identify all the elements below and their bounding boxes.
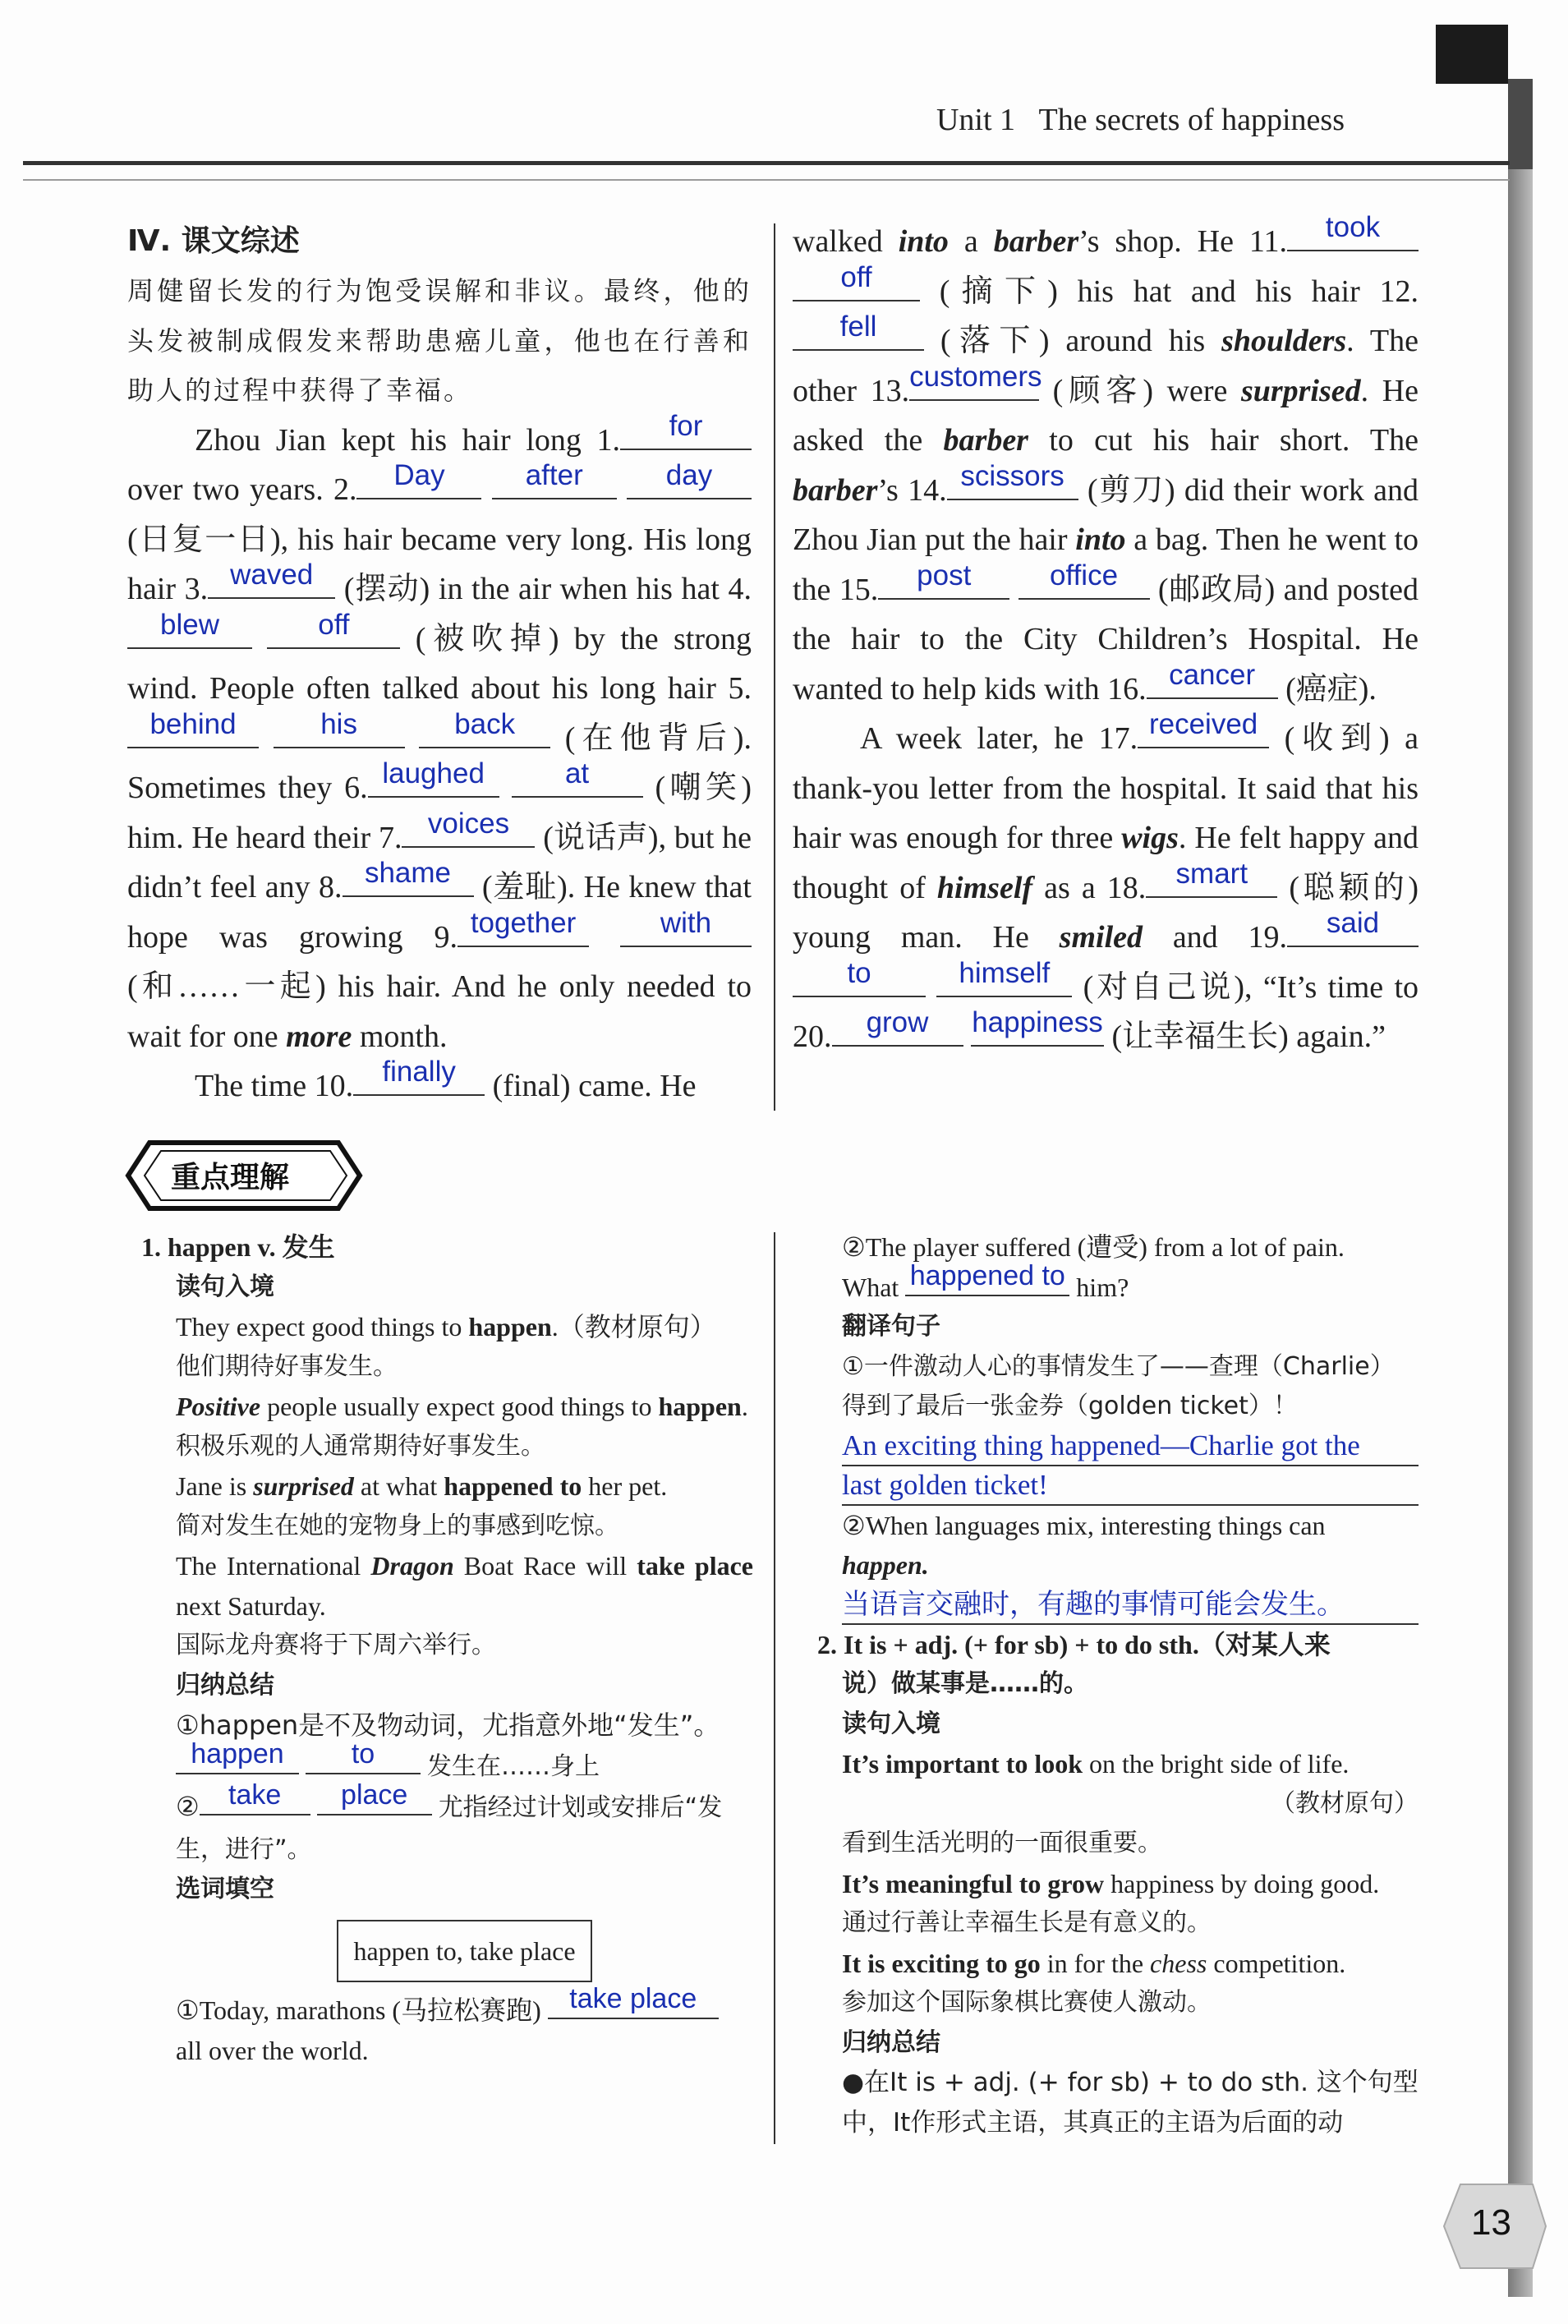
running-header [936, 102, 1345, 138]
translate-label: 翻译句子 [842, 1312, 940, 1341]
blank-19a[interactable]: said [1287, 914, 1419, 947]
blank-15a[interactable]: post [878, 567, 1009, 600]
blank-14[interactable]: scissors [947, 467, 1078, 500]
translate-1-cn-a: ①一件激动人心的事情发生了——查理（Charlie） [842, 1351, 1395, 1381]
summary2-2: 中，It作形式主语，其真正的主语为后面的动 [842, 2107, 1344, 2138]
summary-3: ② take place 尤指经过计划或安排后“发生，进行”。 [176, 1779, 723, 1864]
word-box: happen to, take place [337, 1920, 591, 1983]
blank-13[interactable]: customers [909, 368, 1039, 401]
answer-1-line-b[interactable]: last golden ticket! [842, 1466, 1419, 1506]
ex2-1-cn: 看到生活光明的一面很重要。 [842, 1829, 1162, 1857]
page-edge-strip-dark [1508, 79, 1533, 169]
blank-1[interactable]: for [620, 417, 752, 450]
header-rule [23, 161, 1510, 165]
summary-label-2: 归纳总结 [842, 2027, 940, 2057]
ex2-2-cn: 通过行善让幸福生长是有意义的。 [842, 1908, 1212, 1937]
blank-8[interactable]: shame [343, 864, 474, 897]
header-rule-thin [23, 179, 1510, 181]
blank-18[interactable]: smart [1146, 865, 1277, 898]
summary-left-column: Ⅳ. 课文综述 周健留长发的行为饱受误解和非议。最终，他的头发被制成假发来帮助患癌儿童，他也在行善和助人的过程中获得了幸福。 Zhou Jian kept his hair long 1. for over two years. 2. Day after day (日复一日), his hair became very long. His long hair 3. waved (摆动) in the air when his hat 4. blew off (被吹掉) by the strong wind. People often talked about his long hair 5. behind his back (在他背后). Sometimes they 6. laughed at (嘲笑) him. He heard their 7. voices (说话声), but he didn’t feel any 8. shame (羞耻). He knew that hope was growing 9. together with (和……一起) his hair. And he only needed to wait for one more month. The time 10. finally (final) came. He [127, 217, 752, 1111]
blank-2a[interactable]: Day [356, 467, 481, 499]
ex2-3-en: It is exciting to go in for the chess competition. [842, 1948, 1346, 1978]
question-1: ①Today, marathons (马拉松赛跑) take place [176, 1990, 753, 2031]
translate-1-cn-b: 得到了最后一张金券（golden ticket）！ [842, 1392, 1298, 1420]
page-edge-strip [1508, 79, 1533, 2297]
question-2: ②The player suffered (遭受) from a lot of pain. [842, 1232, 1345, 1262]
blank-17[interactable]: received [1138, 716, 1269, 748]
blank-q2[interactable]: happened to [905, 1268, 1069, 1296]
blank-to[interactable]: to [306, 1746, 421, 1774]
blank-6a[interactable]: laughed [368, 765, 499, 798]
ex2-1-en: It’s important to look on the bright side of life. [842, 1749, 1350, 1779]
summary-label: 归纳总结 [176, 1670, 274, 1700]
example-3-cn: 简对发生在她的宠物身上的事感到吃惊。 [176, 1511, 619, 1540]
key-right-column [817, 1227, 1419, 2142]
blank-9b[interactable]: with [620, 914, 752, 947]
page-number: 13 [1471, 2202, 1511, 2243]
example-1-en: They expect good things to happen.（教材原句） [176, 1312, 716, 1341]
blank-11b[interactable]: off [793, 269, 920, 301]
blank-12[interactable]: fell [793, 318, 924, 351]
answer-2-line[interactable]: 当语言交融时，有趣的事情可能会发生。 [842, 1585, 1419, 1625]
item1-title: 1. happen v. 发生 [141, 1232, 335, 1262]
blank-20b[interactable]: happiness [971, 1014, 1104, 1047]
blank-3[interactable]: waved [208, 566, 335, 599]
column-divider-top [774, 223, 775, 1111]
summary-right-column: walked into a barber’s shop. He 11. took off (摘下) his hat and his hair 12. fell (落下) around his shoulders. The other 13. customers (顾客) were surprised. He asked the barber to cut his hair short. The barber’s 14. scissors (剪刀) did their work and Zhou Jian put the hair into a bag. Then he went to the 15. post office (邮政局) and posted the hair to the City Children’s Hospital. He wanted to help kids with 16. cancer (癌症). A week later, he 17. received (收到) a thank-you letter from the hospital. It said that his hair was enough for three wigs. He felt happy and thought of himself as a 18. smart (聪颖的) young man. He smiled and 19. said to himself (对自己说), “It’s time to 20. grow happiness (让幸福生长) again.” [793, 211, 1419, 1054]
blank-19c[interactable]: himself [936, 964, 1072, 997]
blank-4b[interactable]: off [267, 616, 400, 649]
blank-5a[interactable]: behind [127, 716, 259, 748]
blank-2c[interactable]: day [627, 467, 752, 499]
blank-take[interactable]: take [200, 1788, 310, 1815]
read-label: 读句入境 [176, 1272, 274, 1301]
blank-4a[interactable]: blew [127, 616, 252, 649]
blank-7[interactable]: voices [402, 815, 535, 848]
ex2-3-cn: 参加这个国际象棋比赛使人激动。 [842, 1988, 1212, 2017]
blank-10[interactable]: finally [353, 1063, 485, 1096]
blank-q1[interactable]: take place [548, 1991, 719, 2019]
fill-label: 选词填空 [176, 1875, 274, 1903]
translate-2-en-b: happen. [842, 1550, 929, 1580]
blank-9a[interactable]: together [458, 914, 589, 947]
read-label-2: 读句入境 [842, 1709, 940, 1738]
unit-title: The secrets of happiness [1038, 103, 1345, 137]
blank-happen[interactable]: happen [176, 1746, 299, 1774]
blank-place[interactable]: place [317, 1788, 432, 1815]
summary-1: ①happen是不及物动词，尤指意外地“发生”。 [176, 1710, 720, 1741]
section-heading: Ⅳ. 课文综述 [127, 224, 300, 258]
ex2-2-en: It’s meaningful to grow happiness by doing good. [842, 1868, 1380, 1898]
example-4-en: The International Dragon Boat Race will take place next Saturday. [176, 1551, 754, 1621]
answer-1-line-a[interactable]: An exciting thing happened—Charlie got the [842, 1427, 1419, 1466]
key-points-heading: 重点理解 [171, 1161, 290, 1194]
blank-19b[interactable]: to [793, 964, 926, 997]
blank-15b[interactable]: office [1019, 567, 1150, 600]
key-left-column [141, 1227, 753, 2070]
corner-tab [1436, 25, 1508, 84]
blank-5c[interactable]: back [419, 716, 550, 748]
blank-20a[interactable]: grow [832, 1014, 963, 1047]
ex2-1-source: （教材原句） [1271, 1788, 1419, 1818]
question-2-cont: What happened to him? [842, 1259, 1129, 1302]
unit-number: Unit 1 [936, 103, 1015, 137]
question-1-end: all over the world. [176, 2035, 369, 2065]
example-2-cn: 积极乐观的人通常期待好事发生。 [176, 1431, 545, 1461]
summary2-1: ●在It is + adj. (+ for sb) + to do sth. 这个句型 [842, 2068, 1419, 2097]
summary-2: happen to 发生在……身上 [176, 1746, 753, 1788]
example-1-cn: 他们期待好事发生。 [176, 1351, 398, 1381]
blank-6b[interactable]: at [512, 765, 643, 798]
example-4-cn: 国际龙舟赛将于下周六举行。 [176, 1631, 496, 1659]
blank-5b[interactable]: his [274, 716, 405, 748]
example-2-en: Positive people usually expect good things to happen. [176, 1392, 748, 1421]
blank-11a[interactable]: took [1287, 219, 1419, 251]
blank-16[interactable]: cancer [1147, 666, 1278, 699]
item2-title-a: 2. It is + adj. (+ for sb) + to do sth.（对某人来 [817, 1629, 1331, 1659]
item2-title-b: 说）做某事是……的。 [842, 1669, 1088, 1698]
translate-2-en-a: ②When languages mix, interesting things can [842, 1510, 1326, 1540]
section-summary: 周健留长发的行为饱受误解和非议。最终，他的头发被制成假发来帮助患癌儿童，他也在行善和助人的过程中获得了幸福。 [127, 275, 752, 406]
example-3-en: Jane is surprised at what happened to her pet. [176, 1471, 668, 1501]
column-divider-bottom [774, 1232, 775, 2144]
blank-2b[interactable]: after [492, 467, 617, 499]
